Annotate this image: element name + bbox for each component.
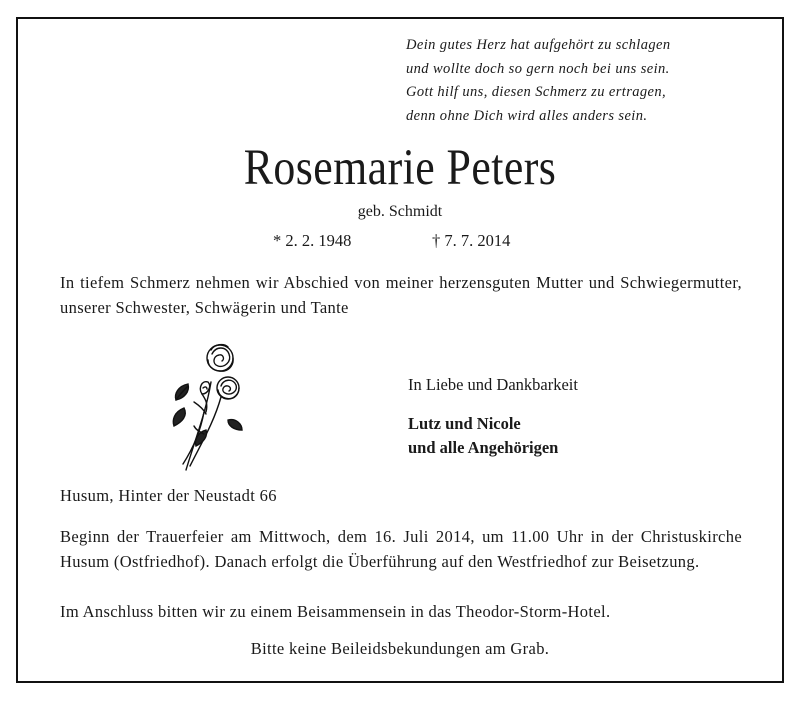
deceased-name: Rosemarie Peters	[243, 140, 557, 196]
rose-icon	[166, 342, 248, 472]
ceremony-text: Beginn der Trauerfeier am Mittwoch, dem 16. Juli 2014, um 11.00 Uhr in der Christuskirche Husum (Ostfriedhof). Danach erfolgt die Überführung auf den Westfriedhof zur Beisetzung.	[60, 527, 742, 571]
poem-line: denn ohne Dich wird alles anders sein.	[406, 107, 648, 124]
signers	[408, 412, 558, 460]
thanks-text: In Liebe und Dankbarkeit	[408, 375, 578, 394]
maiden-name: geb. Schmidt	[357, 203, 443, 220]
death-date: † 7. 7. 2014	[432, 231, 511, 250]
gathering-text: Im Anschluss bitten wir zu einem Beisammensein in das Theodor-Storm-Hotel.	[60, 602, 611, 621]
intro-text: In tiefem Schmerz nehmen wir Abschied von meiner herzensguten Mutter und Schwiegermutter, unserer Schwester, Schwägerin und Tante	[60, 273, 742, 317]
poem-line: Dein gutes Herz hat aufgehört zu schlagen	[406, 37, 671, 53]
signer-line: Lutz und Nicole	[408, 414, 521, 433]
birth-date: * 2. 2. 1948	[273, 231, 352, 250]
signer-line: und alle Angehörigen	[408, 438, 559, 457]
poem	[406, 34, 746, 128]
poem-line: und wollte doch so gern noch bei uns sein.	[406, 60, 670, 77]
poem-line: Gott hilf uns, diesen Schmerz zu ertragen,	[406, 84, 667, 100]
address: Husum, Hinter der Neustadt 66	[60, 486, 277, 505]
no-condolences-text: Bitte keine Beileidsbekundungen am Grab.	[250, 639, 550, 658]
